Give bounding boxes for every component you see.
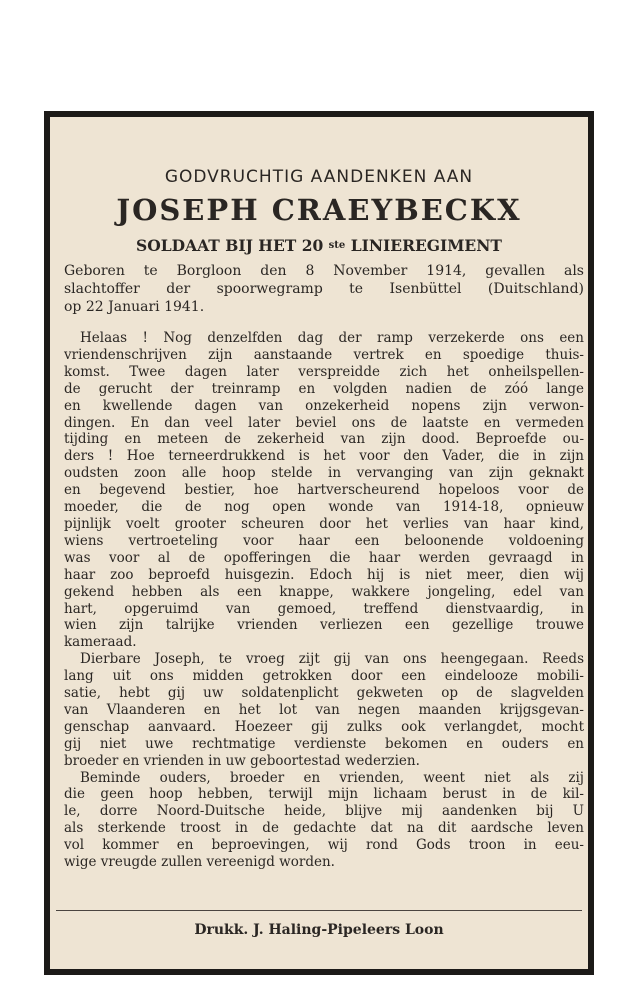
text-line: vriendenschrijven zijn aanstaande vertrek en spoedige thuis- (64, 346, 584, 363)
text-line: pijnlijk voelt grooter scheuren door het verlies van haar kind, (64, 515, 584, 532)
text-line: tijding en meteen de zekerheid van zijn dood. Beproefde ou- (64, 431, 584, 448)
text-line: haar zoo beproefd huisgezin. Edoch hij is niet meer, dien wij (64, 566, 584, 583)
text-line: broeder en vrienden in uw geboortestad wederzien. (64, 752, 420, 769)
text-line: was voor al de opofferingen die haar werden gevraagd in (64, 549, 584, 566)
text-line: die geen hoop hebben, terwijl mijn lichaam berust in de kil- (64, 786, 584, 803)
text-line: le, dorre Noord-Duitsche heide, blijve mij aandenken bij U (64, 803, 584, 820)
text-line: en kwellende dagen van onzekerheid nopens zijn verwon- (64, 397, 584, 414)
eulogy-text (64, 330, 584, 871)
rank-prefix: SOLDAAT BIJ HET 20 (136, 236, 324, 255)
text-line: gij niet uwe rechtmatige verdienste bekomen en ouders en (64, 735, 584, 752)
text-line: ders ! Hoe terneerdrukkend is het voor den Vader, die in zijn (64, 448, 584, 465)
text-line: Dierbare Joseph, te vroeg zijt gij van ons heengegaan. Reeds (80, 651, 584, 668)
text-line: gekend hebben als een knappe, wakkere jongeling, edel van (64, 583, 584, 600)
birth-death-details (64, 262, 584, 316)
text-line: wige vreugde zullen vereenigd worden. (64, 854, 335, 871)
memorial-heading: GODVRUCHTIG AANDENKEN AAN (164, 167, 474, 187)
text-line: wien zijn talrijke vrienden verliezen een gezellige trouwe (64, 617, 584, 634)
text-line: van Vlaanderen en het lot van negen maanden krijgsgevan- (64, 701, 584, 718)
memorial-card (44, 111, 594, 975)
rank-ordinal-suffix: ste (328, 240, 346, 251)
text-line: vol kommer en beproevingen, wij rond Gods troon in eeu- (64, 837, 584, 854)
text-line: komst. Twee dagen later verspreidde zich het onheilspellen- (64, 363, 584, 380)
birth-line: slachtoffer der spoorwegramp te Isenbüttel (Duitschland) (64, 281, 584, 297)
text-line: dingen. En dan veel later beviel ons de laatste en vermeden (64, 414, 584, 431)
text-line: de gerucht der treinramp en volgden nadien de zóó lange (64, 380, 584, 397)
text-line: lang uit ons midden getrokken door een eindelooze mobili- (64, 668, 584, 685)
text-line: genschap aanvaard. Hoezeer gij zulks ook verlangdet, mocht (64, 718, 584, 735)
text-line: satie, hebt gij uw soldatenplicht gekweten op de slagvelden (64, 685, 584, 702)
deceased-name: JOSEPH CRAEYBECKX (116, 193, 522, 227)
rank-suffix: LINIEREGIMENT (350, 236, 502, 255)
text-line: kameraad. (64, 634, 137, 651)
birth-line: op 22 Januari 1941. (64, 299, 205, 315)
text-line: Beminde ouders, broeder en vrienden, weent niet als zij (80, 769, 584, 786)
text-line: als sterkende troost in de gedachte dat na dit aardsche leven (64, 820, 584, 837)
text-line: moeder, die de nog open wonde van 1914-18, opnieuw (64, 499, 584, 516)
text-line: hart, opgeruimd van gemoed, treffend dienstvaardig, in (64, 600, 584, 617)
divider-rule (56, 910, 582, 911)
printer-credit: Drukk. J. Haling-Pipeleers Loon (194, 922, 444, 938)
text-line: Helaas ! Nog denzelfden dag der ramp verzekerde ons een (80, 330, 584, 346)
rank-line (50, 236, 588, 255)
text-line: wiens vertroeteling voor haar een beloonende voldoening (64, 532, 584, 549)
text-line: oudsten zoon alle hoop stelde in vervanging van zijn geknakt (64, 465, 584, 482)
text-line: en begevend bestier, hoe hartverscheurend hopeloos voor de (64, 482, 584, 499)
birth-line: Geboren te Borgloon den 8 November 1914, gevallen als (64, 263, 584, 279)
